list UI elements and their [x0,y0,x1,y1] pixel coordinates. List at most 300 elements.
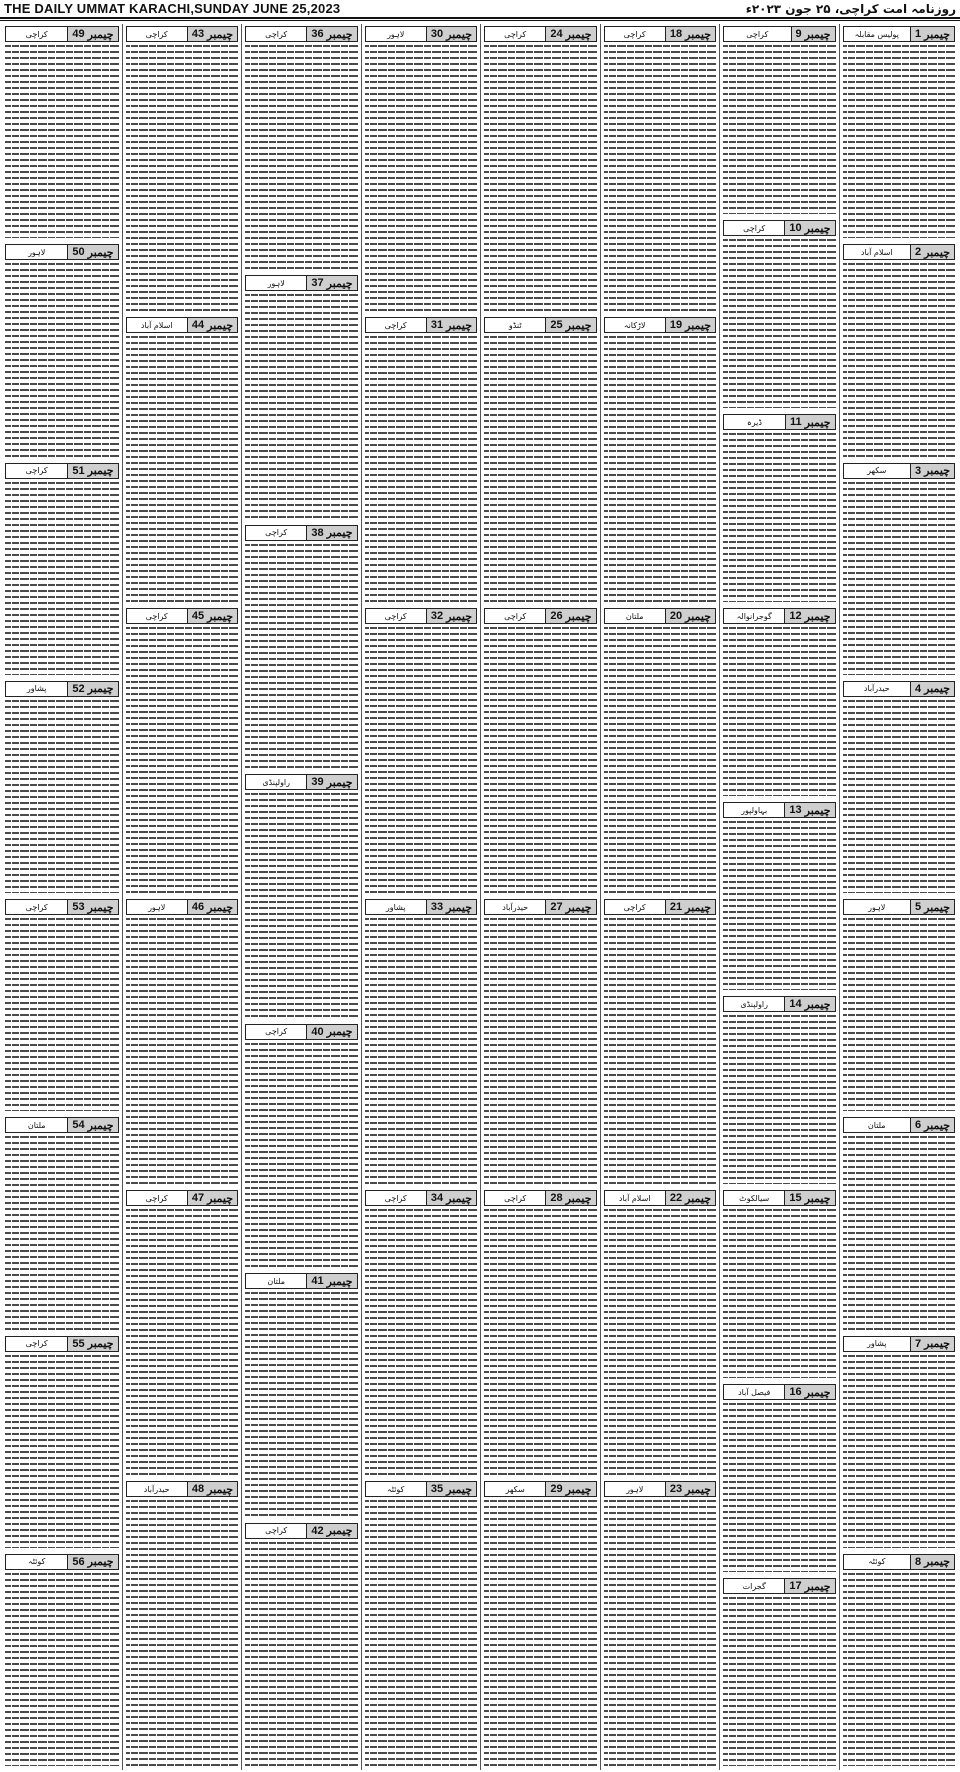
chamber-number-label [785,415,835,429]
chamber-word: چیمبر [685,28,711,41]
news-item-body-text [245,1292,358,1516]
news-item-body-text [5,1573,119,1766]
news-item-header [365,26,478,42]
chamber-word: چیمبر [87,1556,114,1569]
news-item [5,242,119,456]
news-item-header [604,1190,717,1206]
news-item-header [245,26,358,42]
chamber-word: چیمبر [207,1483,233,1496]
news-item [604,315,717,602]
chamber-number: 3 [915,464,922,477]
chamber-word: چیمبر [565,1192,592,1205]
chamber-word: چیمبر [685,610,711,623]
news-item-header [5,26,119,42]
news-item-body-text [723,1015,836,1184]
news-item-header [723,608,836,624]
news-item-body-text [723,821,836,990]
chamber-number: 48 [191,1483,205,1495]
news-item [604,606,717,893]
news-item-body-text [365,1209,478,1475]
news-item-body-text [484,1209,597,1475]
chamber-word: چیمبر [804,998,831,1011]
news-item-body-text [604,336,717,602]
news-item [723,1382,836,1572]
chamber-word: چیمبر [326,277,353,290]
news-item-body-text [843,1355,956,1548]
chamber-word: چیمبر [326,1275,353,1288]
news-item-city: اسلام آباد [618,1193,651,1203]
chamber-number-label [665,318,715,332]
news-item [723,1576,836,1766]
news-item-city: کراچی [25,1339,48,1348]
news-item [365,315,478,602]
news-item-body-text [843,482,956,675]
news-item [5,1552,119,1766]
news-item-body-text [843,700,956,893]
news-item-header [723,1384,836,1400]
news-column [2,24,122,1770]
chamber-number: 55 [72,1337,85,1350]
news-column [719,24,839,1770]
news-item-body-text [126,45,239,311]
news-item-header [604,1481,717,1497]
news-item-body-text [843,263,956,456]
chamber-word: چیمبر [565,319,592,332]
chamber-number: 43 [191,28,205,40]
news-item-city: ملتان [867,1120,886,1130]
chamber-number: 51 [72,464,85,477]
chamber-number-label [306,1274,356,1288]
news-item-body-text [604,1500,717,1766]
news-item-body-text [365,336,478,602]
chamber-word: چیمبر [87,465,114,477]
news-item [604,24,717,311]
news-item [604,1188,717,1475]
chamber-word: چیمبر [446,1483,472,1496]
news-item [484,24,597,311]
news-item-header [126,899,239,915]
chamber-number-label [665,1191,715,1205]
news-item-city: اسلام آباد [860,247,893,257]
news-item [843,1334,956,1548]
chamber-number-label [67,245,117,259]
news-item-city: کراچی [265,528,288,538]
news-item-city: کوئٹہ [868,1557,886,1567]
news-item-city: کراچی [265,1027,288,1037]
news-item-body-text [245,1043,358,1267]
news-item-header [723,1190,836,1206]
news-item [5,24,119,238]
news-item [126,315,239,602]
news-item-city: حیدرآباد [143,1484,170,1494]
news-item-header [365,317,478,333]
chamber-number-label [426,900,476,914]
news-item-city: کراچی [746,29,769,39]
news-item-header [484,1481,597,1497]
chamber-word: چیمبر [565,1483,592,1496]
chamber-number-label [187,27,237,41]
news-item-body-text [126,1209,239,1475]
chamber-number-label [784,609,834,623]
news-item-body-text [484,1500,597,1766]
news-item-header [245,1024,358,1040]
chamber-number: 13 [789,804,802,816]
chamber-number: 27 [550,901,563,913]
chamber-number-label [910,682,954,696]
chamber-number-label [67,464,117,478]
news-item [365,897,478,1184]
news-item [484,606,597,893]
news-item-body-text [365,918,478,1184]
news-item [843,1552,956,1766]
chamber-number-label [910,1337,954,1351]
chamber-number-label [306,276,356,290]
news-item [723,24,836,214]
news-item-city: کراچی [743,223,766,233]
chamber-number: 52 [72,682,85,695]
news-item-header [126,608,239,624]
chamber-number: 40 [311,1025,324,1038]
chamber-number: 46 [191,901,205,913]
news-item-city: ملتان [27,1120,46,1130]
news-item-header [604,317,717,333]
chamber-number: 30 [430,28,444,40]
chamber-word: چیمبر [207,610,233,623]
news-item-body-text [484,336,597,602]
chamber-word: چیمبر [207,901,233,914]
chamber-word: چیمبر [87,28,114,41]
news-item [5,461,119,675]
news-item-city: کوئٹہ [387,1484,405,1494]
news-item [245,1521,358,1766]
chamber-word: چیمبر [804,804,831,817]
chamber-number: 19 [669,319,683,331]
chamber-number-label [665,900,715,914]
chamber-number: 53 [72,901,85,913]
chamber-number: 50 [72,246,85,259]
masthead-english-title: THE DAILY UMMAT KARACHI,SUNDAY JUNE 25,2023 [4,1,341,16]
news-item-city: کراچی [265,29,288,39]
news-item-body-text [126,1500,239,1766]
chamber-number: 24 [550,28,563,40]
chamber-number: 8 [915,1555,922,1568]
news-item-body-text [723,627,836,796]
news-item-header [723,1578,836,1594]
chamber-word: چیمبر [924,1119,950,1132]
news-item-header [843,1554,956,1570]
masthead-urdu-title: روزنامہ امت کراچی، ۲۵ جون ۲۰۲۳ء [745,1,956,16]
news-item [723,994,836,1184]
news-item-city: گجرات [742,1581,766,1591]
chamber-number: 34 [430,1192,444,1204]
news-item [245,24,358,269]
news-item-city: کراچی [504,29,527,39]
news-item [5,679,119,893]
news-item-header [723,220,836,236]
chamber-number-label [910,900,954,914]
chamber-number-label [784,1579,834,1593]
chamber-number-label [910,464,954,478]
news-column [600,24,720,1770]
masthead-rule [0,17,960,19]
news-item-city: راولپنڈی [262,777,291,787]
chamber-word: چیمبر [446,610,472,623]
chamber-number-label [910,1555,954,1569]
news-item-city: کراچی [384,320,407,330]
news-item-city: ڈیرہ [747,417,762,427]
news-item-body-text [126,336,239,602]
chamber-number: 56 [72,1555,85,1568]
news-item-header [245,1273,358,1289]
news-item [126,1479,239,1766]
chamber-number: 45 [191,610,205,622]
news-item-city: حیدرآباد [502,902,529,912]
chamber-number: 18 [669,28,683,40]
chamber-number-label [665,27,715,41]
news-item [484,315,597,602]
news-item-city: کراچی [265,1526,288,1536]
news-item-header [126,26,239,42]
chamber-number: 23 [669,1483,683,1495]
chamber-number-label [784,997,834,1011]
chamber-number-label [187,1191,237,1205]
chamber-number-label [665,1482,715,1496]
news-item-body-text [843,918,956,1111]
chamber-word: چیمبر [207,1192,233,1205]
news-item-city: سکھر [505,1484,525,1494]
chamber-number: 35 [430,1483,444,1495]
chamber-number-label [910,1118,954,1132]
news-item-city: کراچی [145,611,168,621]
news-item [5,1115,119,1329]
news-item-body-text [5,482,119,675]
news-item-header [604,899,717,915]
chamber-number-label [910,27,954,41]
chamber-number-label [67,27,117,41]
news-item [245,1022,358,1267]
chamber-word: چیمبر [924,683,950,696]
news-item-city: اسلام آباد [140,320,173,330]
news-item-city: پشاور [866,1339,887,1348]
chamber-number: 12 [789,610,802,622]
news-item-body-text [723,1597,836,1766]
news-item-city: کوئٹہ [28,1557,46,1567]
news-item-body-text [245,544,358,768]
chamber-number-label [426,318,476,332]
chamber-word: چیمبر [924,901,950,914]
chamber-word: چیمبر [804,416,831,429]
chamber-word: چیمبر [326,776,353,789]
chamber-word: چیمبر [87,1119,114,1132]
chamber-word: چیمبر [446,901,472,914]
news-item [126,606,239,893]
chamber-word: چیمبر [207,319,233,332]
chamber-number-label [665,609,715,623]
news-column [241,24,361,1770]
news-item-header [484,1190,597,1206]
news-item-body-text [723,45,836,214]
chamber-number-label [67,1555,117,1569]
chamber-number-label [784,1191,834,1205]
news-item-city: لاہور [387,29,405,39]
news-item-header [365,1190,478,1206]
news-item-header [5,899,119,915]
chamber-word: چیمبر [446,1192,472,1205]
chamber-number: 5 [915,901,922,913]
chamber-number: 14 [789,998,802,1010]
chamber-number-label [784,803,834,817]
news-item [126,897,239,1184]
chamber-number: 9 [795,28,802,40]
news-item-city: گوجرانوالہ [736,611,772,621]
news-item-header [245,275,358,291]
news-item-city: سیالکوٹ [739,1193,770,1203]
news-item [365,1479,478,1766]
news-item [5,1334,119,1548]
news-item-header [604,26,717,42]
news-item [245,772,358,1017]
news-item [723,606,836,796]
news-item-city: لاہور [28,247,46,257]
news-item [843,461,956,675]
news-item [723,800,836,990]
news-item-header [365,608,478,624]
chamber-word: چیمبر [804,610,831,623]
news-item-city: کراچی [25,466,48,475]
chamber-word: چیمبر [924,28,950,41]
chamber-number-label [910,245,954,259]
news-item-body-text [5,700,119,893]
news-item [126,24,239,311]
chamber-word: چیمبر [685,1192,711,1205]
news-item [723,1188,836,1378]
news-column [361,24,481,1770]
news-item-city: کراچی [384,1193,407,1203]
news-item-header [843,1117,956,1133]
chamber-number-label [187,318,237,332]
news-item-city: فیصل آباد [738,1387,771,1397]
chamber-number: 39 [311,776,324,789]
chamber-number-label [306,1524,356,1538]
masthead-rule-thin [0,20,960,21]
news-item [723,218,836,408]
chamber-number: 33 [430,901,444,913]
chamber-number: 28 [550,1192,563,1204]
news-item [365,1188,478,1475]
chamber-number: 1 [915,28,922,40]
news-item-header [126,1190,239,1206]
chamber-word: چیمبر [685,1483,711,1496]
chamber-word: چیمبر [446,319,472,332]
news-item-city: ملتان [625,611,644,621]
news-item-header [5,463,119,479]
news-item-body-text [484,627,597,893]
chamber-number: 25 [550,319,563,331]
chamber-number: 2 [915,246,922,259]
news-item-body-text [484,45,597,311]
news-item [843,24,956,238]
news-item [484,897,597,1184]
news-item [245,523,358,768]
news-item-body-text [604,1209,717,1475]
news-item-body-text [245,1542,358,1766]
news-item-body-text [843,1573,956,1766]
news-item [245,273,358,518]
chamber-number-label [187,900,237,914]
news-item [484,1479,597,1766]
chamber-number-label [67,900,117,914]
news-item [843,679,956,893]
chamber-word: چیمبر [685,319,711,332]
news-item-city: کراچی [623,29,646,39]
news-item-city: کراچی [25,29,48,39]
news-item [245,1271,358,1516]
chamber-number: 15 [789,1192,802,1204]
news-item-header [604,608,717,624]
chamber-word: چیمبر [565,610,592,623]
chamber-number: 17 [789,1580,802,1592]
news-item [365,606,478,893]
chamber-number-label [784,1385,834,1399]
news-item-body-text [723,1403,836,1572]
chamber-word: چیمبر [87,1338,114,1350]
news-item-body-text [245,294,358,518]
chamber-number-label [545,27,595,41]
chamber-number: 44 [191,319,205,331]
chamber-word: چیمبر [87,246,114,259]
chamber-word: چیمبر [565,901,592,914]
news-item-city: سکھر [867,466,887,475]
chamber-number-label [545,1482,595,1496]
news-item [843,1115,956,1329]
news-item-city: پشاور [385,902,406,912]
news-item-body-text [245,45,358,269]
chamber-word: چیمبر [924,465,950,477]
chamber-word: چیمبر [685,901,711,914]
chamber-number-label [545,1191,595,1205]
news-item [365,24,478,311]
chamber-word: چیمبر [87,901,114,914]
chamber-number-label [426,1191,476,1205]
news-item-header [5,1336,119,1352]
news-column [480,24,600,1770]
news-item-body-text [126,918,239,1184]
chamber-number-label [67,1337,117,1351]
news-item-city: کراچی [623,902,646,912]
news-item-body-text [604,45,717,311]
news-item-header [126,1481,239,1497]
news-item-city: لاہور [148,902,166,912]
news-item-body-text [5,263,119,456]
chamber-number-label [67,1118,117,1132]
chamber-number: 20 [669,610,683,622]
news-item-body-text [723,433,836,602]
news-item-header [484,26,597,42]
news-item-body-text [5,1136,119,1329]
news-item-header [365,1481,478,1497]
news-item-header [484,608,597,624]
chamber-number: 32 [430,610,444,622]
news-item-body-text [5,918,119,1111]
news-item-city: لاہور [626,1484,644,1494]
news-item-header [5,1554,119,1570]
news-item-city: کراچی [25,902,48,912]
news-item-city: لاہور [868,902,886,912]
news-item-body-text [5,1355,119,1548]
news-item-header [5,681,119,697]
news-item-header [365,899,478,915]
news-item-body-text [245,793,358,1017]
